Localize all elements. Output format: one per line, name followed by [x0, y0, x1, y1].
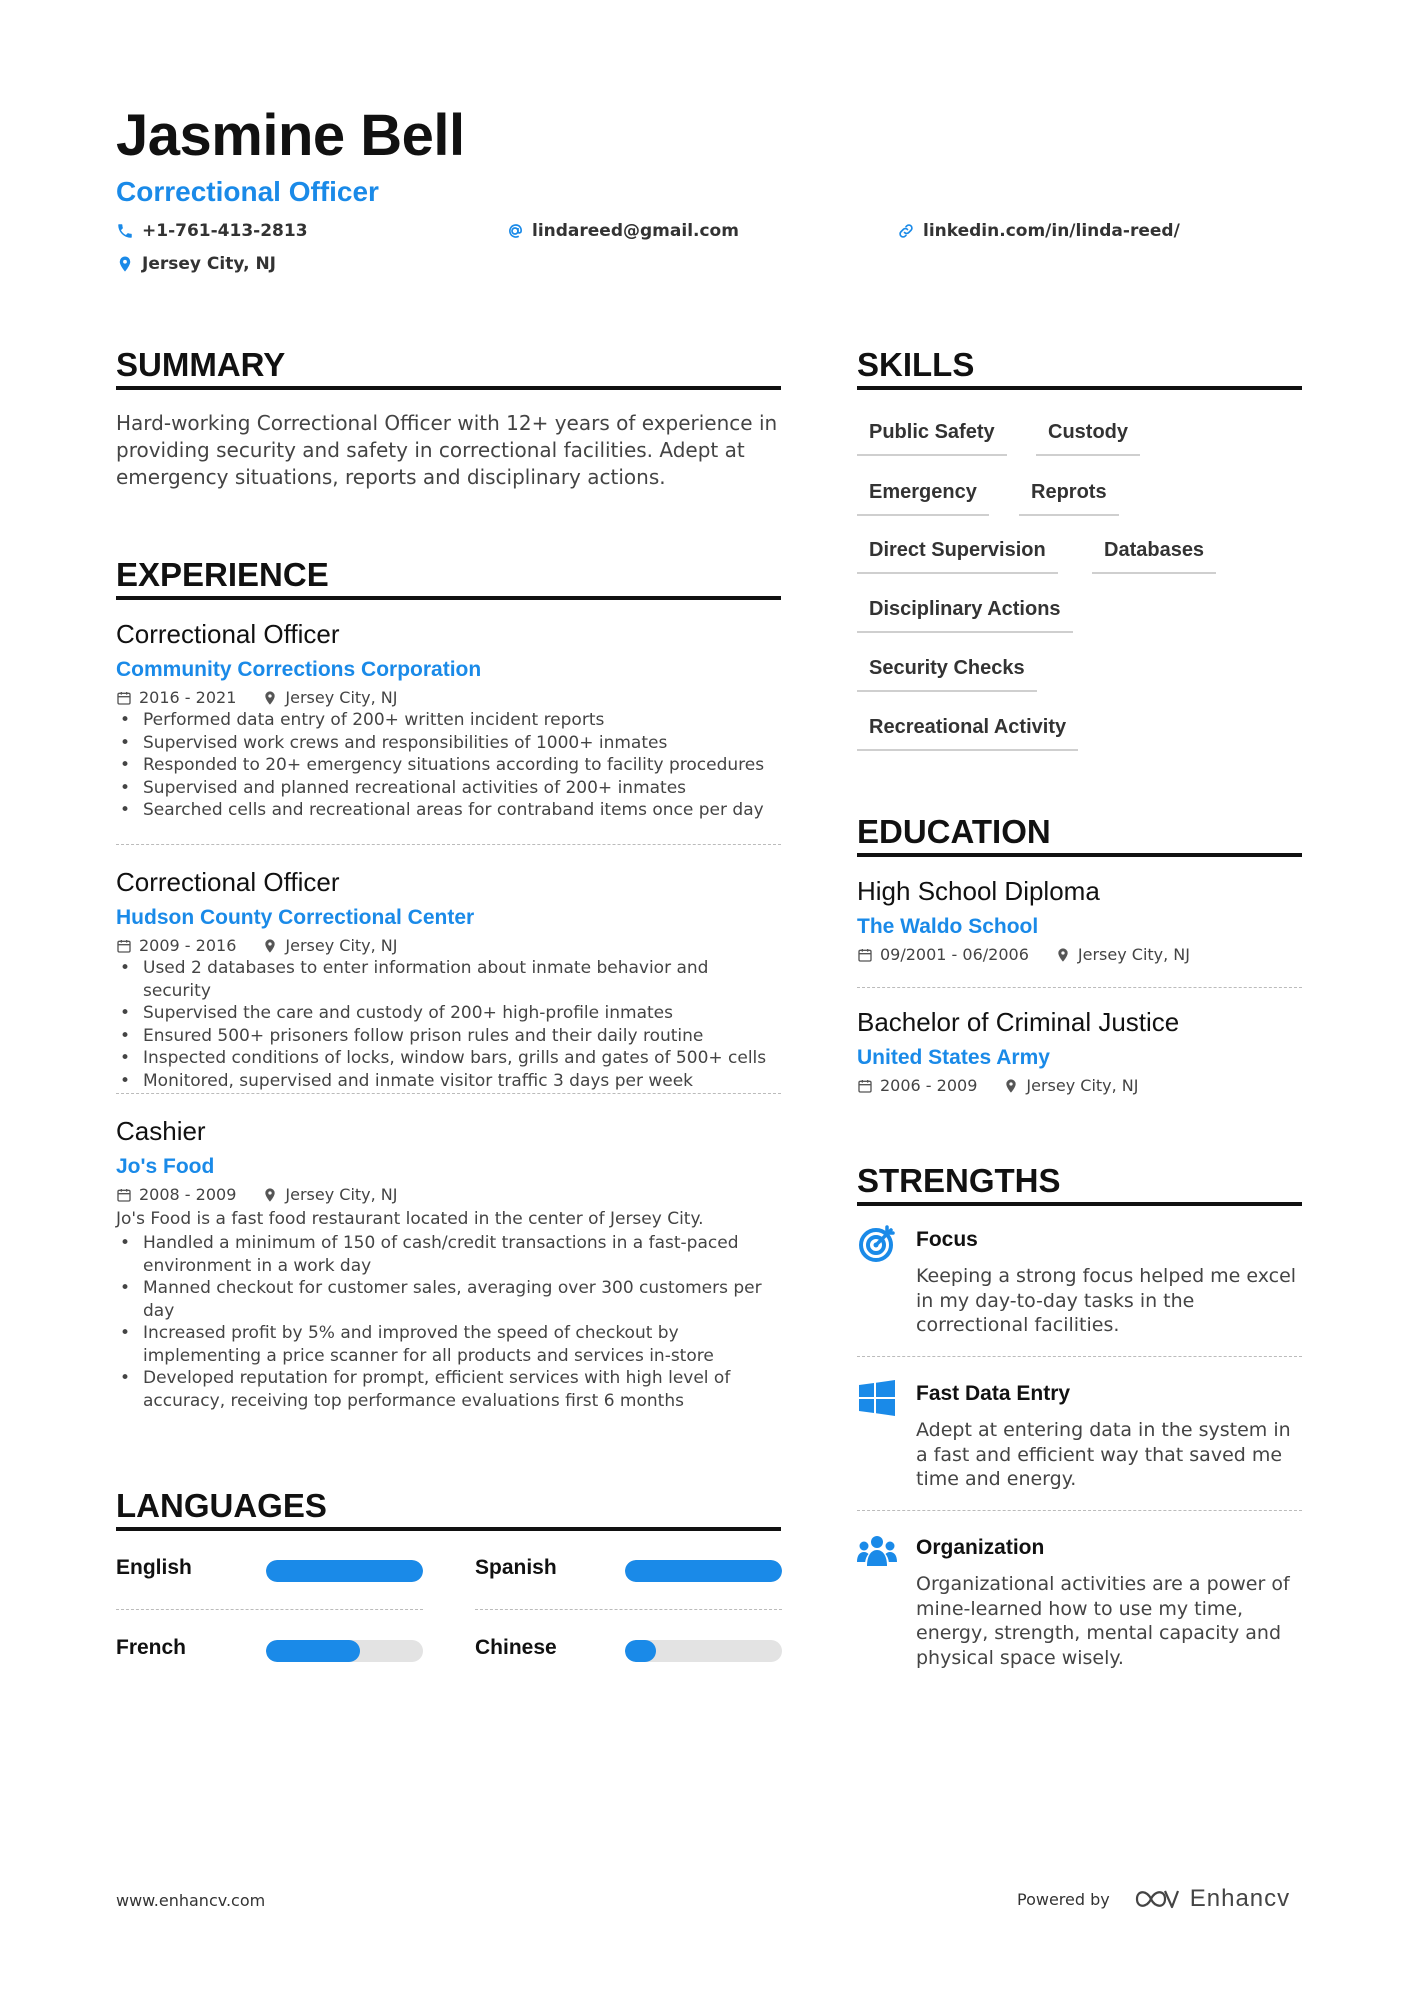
target-icon [857, 1224, 897, 1264]
location-text: Jersey City, NJ [142, 254, 277, 274]
skill-tag: Public Safety [857, 421, 1007, 456]
education-degree: High School Diploma [857, 876, 1100, 906]
education-dates: 2006 - 2009 [880, 1076, 978, 1095]
languages-rule [116, 1527, 781, 1531]
skill-tag: Direct Supervision [857, 539, 1058, 574]
skill-tag: Databases [1092, 539, 1216, 574]
divider [857, 1510, 1302, 1511]
education-meta [857, 1076, 1302, 1095]
list-item: • Supervised and planned recreational activities of 200+ inmates [116, 777, 781, 800]
list-item: • Increased profit by 5% and improved the speed of checkout by implementing a price scanner for all products and services in-store [116, 1322, 781, 1367]
calendar-icon [116, 1187, 132, 1203]
language-level-bar [625, 1560, 782, 1582]
strength-item [857, 1224, 1302, 1344]
strength-item [857, 1532, 1302, 1672]
job-meta [116, 1185, 781, 1204]
job-location: Jersey City, NJ [285, 1185, 398, 1204]
job-company: Hudson County Correctional Center [116, 906, 475, 929]
location-pin-icon [262, 938, 278, 954]
language-level-fill [266, 1640, 360, 1662]
strength-item [857, 1378, 1302, 1498]
footer-website[interactable]: www.enhancv.com [116, 1891, 266, 1910]
resume-title: Correctional Officer [116, 176, 379, 207]
job-company: Community Corrections Corporation [116, 658, 482, 681]
language-level-fill [266, 1560, 423, 1582]
skill-tag: Reprots [1019, 481, 1119, 516]
skills-heading: SKILLS [857, 346, 975, 383]
list-item: • Performed data entry of 200+ written incident reports [116, 709, 781, 732]
education-degree: Bachelor of Criminal Justice [857, 1007, 1180, 1037]
summary-text: Hard-working Correctional Officer with 12+ years of experience in providing security and safety in correctional facilities. Adept at emergency situations, reports and disciplinary actions. [116, 411, 778, 489]
skill-tag: Disciplinary Actions [857, 598, 1073, 633]
job-dates: 2009 - 2016 [139, 936, 237, 955]
strength-title: Organization [916, 1536, 1045, 1559]
location-pin-icon [1055, 947, 1071, 963]
strength-title: Fast Data Entry [916, 1382, 1071, 1405]
strength-description: Keeping a strong focus helped me excel in my day-to-day tasks in the correctional facilities. [916, 1265, 1297, 1336]
contact-email[interactable] [506, 221, 739, 241]
strengths-heading: STRENGTHS [857, 1162, 1061, 1199]
job-entry [116, 1116, 781, 1412]
job-dates: 2016 - 2021 [139, 688, 237, 707]
languages-heading: LANGUAGES [116, 1487, 327, 1524]
experience-heading: EXPERIENCE [116, 556, 329, 593]
list-item: • Searched cells and recreational areas for contraband items once per day [116, 799, 781, 822]
location-pin-icon [262, 690, 278, 706]
summary-rule [116, 386, 781, 390]
at-icon [506, 222, 524, 240]
contact-location [116, 254, 276, 274]
education-location: Jersey City, NJ [1077, 945, 1190, 964]
list-item: • Supervised work crews and responsibilities of 1000+ inmates [116, 732, 781, 755]
job-role: Cashier [116, 1116, 206, 1146]
divider [857, 1356, 1302, 1357]
calendar-icon [857, 947, 873, 963]
calendar-icon [116, 690, 132, 706]
job-meta [116, 936, 781, 955]
strength-description: Adept at entering data in the system in a fast and efficient way that saved me time and energy. [916, 1419, 1291, 1490]
location-pin-icon [1003, 1078, 1019, 1094]
language-name: French [116, 1636, 187, 1659]
job-company: Jo's Food [116, 1155, 215, 1178]
language-name: English [116, 1556, 192, 1579]
job-dates: 2008 - 2009 [139, 1185, 237, 1204]
strengths-rule [857, 1202, 1302, 1206]
list-item: • Responded to 20+ emergency situations according to facility procedures [116, 754, 781, 777]
education-entry [857, 876, 1302, 964]
job-bullets [116, 709, 781, 822]
link-icon [897, 222, 915, 240]
list-item: • Ensured 500+ prisoners follow prison rules and their daily routine [116, 1025, 781, 1048]
language-level-fill [625, 1560, 782, 1582]
enhancv-logo-icon [1134, 1886, 1180, 1912]
list-item: • Monitored, supervised and inmate visitor traffic 3 days per week [116, 1070, 781, 1093]
location-pin-icon [262, 1187, 278, 1203]
divider [116, 1093, 781, 1094]
skill-tag: Custody [1036, 421, 1140, 456]
job-entry [116, 867, 781, 1092]
phone-icon [116, 222, 134, 240]
contact-phone[interactable] [116, 221, 308, 241]
job-location: Jersey City, NJ [285, 688, 398, 707]
list-item: • Used 2 databases to enter information about inmate behavior and security [116, 957, 781, 1002]
summary-heading: SUMMARY [116, 346, 286, 383]
footer-brand [1017, 1885, 1290, 1913]
education-rule [857, 853, 1302, 857]
location-pin-icon [116, 255, 134, 273]
email-text: lindareed@gmail.com [532, 221, 739, 241]
brand-name: Enhancv [1189, 1885, 1291, 1912]
skills-rule [857, 386, 1302, 390]
divider [857, 987, 1302, 988]
job-location: Jersey City, NJ [285, 936, 398, 955]
windows-icon [857, 1378, 897, 1418]
education-meta [857, 945, 1302, 964]
education-heading: EDUCATION [857, 813, 1051, 850]
list-item: • Handled a minimum of 150 of cash/credit transactions in a fast-paced environment in a work day [116, 1232, 781, 1277]
strength-title: Focus [916, 1228, 978, 1251]
list-item: • Inspected conditions of locks, window bars, grills and gates of 500+ cells [116, 1047, 781, 1070]
job-entry [116, 619, 781, 822]
education-school: The Waldo School [857, 915, 1039, 938]
skill-tag: Recreational Activity [857, 716, 1078, 751]
contact-linkedin[interactable] [897, 221, 1180, 241]
education-school: United States Army [857, 1046, 1050, 1069]
divider [475, 1609, 782, 1610]
skill-tag: Emergency [857, 481, 989, 516]
job-bullets [116, 1232, 781, 1412]
language-level-fill [625, 1640, 656, 1662]
powered-by-label: Powered by [1017, 1889, 1110, 1909]
strength-description: Organizational activities are a power of mine-learned how to use my time, energy, strength, mental capacity and physical space wisely. [916, 1573, 1290, 1669]
experience-rule [116, 596, 781, 600]
list-item: • Supervised the care and custody of 200+ high-profile inmates [116, 1002, 781, 1025]
education-entry [857, 1007, 1302, 1095]
job-description: Jo's Food is a fast food restaurant located in the center of Jersey City. [116, 1209, 704, 1229]
list-item: • Developed reputation for prompt, efficient services with high level of accuracy, receiving top performance evaluations first 6 months [116, 1367, 781, 1412]
phone-text: +1-761-413-2813 [142, 221, 308, 241]
job-bullets [116, 957, 781, 1092]
divider [116, 1609, 423, 1610]
language-level-bar [625, 1640, 782, 1662]
education-dates: 09/2001 - 06/2006 [880, 945, 1029, 964]
language-level-bar [266, 1560, 423, 1582]
users-icon [857, 1532, 897, 1572]
calendar-icon [857, 1078, 873, 1094]
list-item: • Manned checkout for customer sales, averaging over 300 customers per day [116, 1277, 781, 1322]
linkedin-text: linkedin.com/in/linda-reed/ [923, 221, 1180, 241]
divider [116, 844, 781, 845]
language-level-bar [266, 1640, 423, 1662]
calendar-icon [116, 938, 132, 954]
language-name: Spanish [475, 1556, 557, 1579]
job-role: Correctional Officer [116, 867, 340, 897]
enhancv-logo[interactable] [1134, 1885, 1290, 1913]
resume-name: Jasmine Bell [116, 103, 465, 168]
education-location: Jersey City, NJ [1026, 1076, 1139, 1095]
job-role: Correctional Officer [116, 619, 340, 649]
skill-tag: Security Checks [857, 657, 1037, 692]
language-name: Chinese [475, 1636, 557, 1659]
job-meta [116, 688, 781, 707]
